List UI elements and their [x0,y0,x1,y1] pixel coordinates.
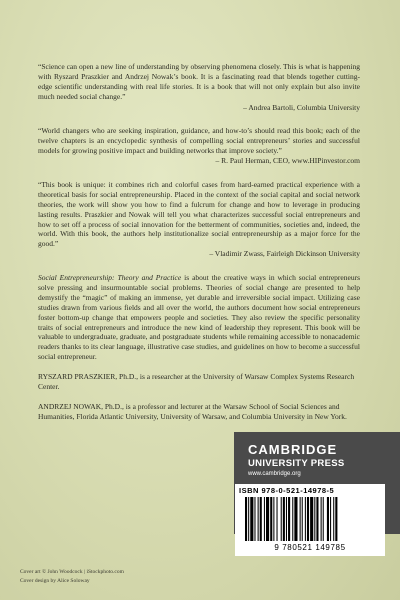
barcode-bar [333,497,334,541]
publisher-url: www.cambridge.org [248,471,301,477]
barcode-bar [264,497,265,541]
barcode-bar [294,497,297,541]
barcode-bar [260,497,262,541]
barcode-bar [330,497,331,541]
barcode-bar [305,497,306,541]
barcode-digits: 9 780521 149785 [274,543,346,552]
cover-design-credit: Cover design by Alice Soloway [20,578,90,585]
endorsement-3 [38,180,360,259]
barcode-bar [277,497,278,541]
barcode-bar [321,497,322,541]
endorsement-1 [38,62,360,112]
endorsement-quote: “Science can open a new line of understanding by observing phenomena closely. This is what is happening with Ryszard Praszkier and Andrzej Nowak’s book. It is a fascinating read that blends together cutting-edge scientific understanding with real life stories. It is a book that will not only explain but also invite much needed social change.” [38,62,360,101]
isbn-label: ISBN 978-0-521-14978-5 [239,486,335,495]
cover-art-credit: Cover art © John Woodcock | iStockphoto.com [20,569,124,575]
barcode-bar [250,497,253,541]
barcode-bar [286,497,287,541]
barcode-bar [307,497,309,541]
description-text: is about the creative ways in which social entrepreneurs solve pressing and insurmountable social problems. Theories of social change are presented to help demystify the “magic” of making an immense, yet durable and irreversible social impact. Utilizing case studies drawn from various fields and all over the world, the authors document how social entrepreneurs foster bottom-up change that empowers people and societies. They also review the specific personality traits of social entrepreneurs and introduce the new kind of leadership they represent. This book will be valuable to undergraduate, graduate, and postgraduate students while remaining accessible to nonacademic readers thanks to its clear language, illustrative case studies, and guidelines on how to become a successful social entrepreneur. [38,273,360,362]
barcode-bar [323,497,324,541]
cover-credits [20,568,124,587]
publisher-subname: UNIVERSITY PRESS [248,458,345,469]
author-bio-1: RYSZARD PRASZKIER, Ph.D., is a researcher at the University of Warsaw Complex Systems Research Center. [38,372,355,392]
barcode-bar [288,497,290,541]
barcode-bar [335,497,337,541]
barcode-icon [243,497,377,543]
barcode-bar [270,497,272,541]
barcode-bar [245,497,247,541]
author-bio-2: ANDRZEJ NOWAK, Ph.D., is a professor and lecturer at the Warsaw School of Social Sciences and Humanities, Florida Atlantic University, University of Warsaw, and Columbia University in New York. [38,401,347,421]
barcode-bar [310,497,313,541]
barcode-bar [300,497,301,541]
endorsement-2 [38,126,360,166]
endorsement-attribution: – Andrea Bartoli, Columbia University [243,102,360,112]
barcode-bar [281,497,282,541]
cover-text [38,62,360,432]
barcode-bar [302,497,303,541]
publisher-name: CAMBRIDGE [248,442,338,457]
barcode-bar [314,497,315,541]
endorsement-attribution: – Vladimir Zwass, Fairleigh Dickinson University [209,249,360,259]
endorsement-quote: “World changers who are seeking inspiration, guidance, and how-to’s should read this book; each of the twelve chapters is an encyclopedic synthesis of compelling social entrepreneurs’ stories and successful models for growing positive impact and building networks that improve society.” [38,126,360,156]
book-description [38,273,360,362]
barcode-bar [254,497,255,541]
barcode-bar [266,497,269,541]
barcode-bar [273,497,274,541]
book-title: Social Entrepreneurship: Theory and Practice [38,273,182,283]
barcode-bar [258,497,259,541]
barcode-bar [327,497,329,541]
isbn-barcode-block [235,484,385,556]
barcode-bar [316,497,318,541]
endorsement-quote: “This book is unique: it combines rich and colorful cases from hard-earned practical experience with a theoretical basis for social entrepreneurship. Placed in the context of the social capital and social network theories, the work will show you how to find a fulcrum for change and how to leverage in producing lasting results. Praszkier and Nowak will tell you what characterizes successful social entrepreneurs and how to set off a process of social innovation for the betterment of communities, societies and, indeed, the world. With this book, the authors help institutionalize social entrepreneurship as a major force for the good.” [38,180,360,249]
barcode-bar [292,497,293,541]
barcode-bar [248,497,249,541]
barcode-bar [283,497,285,541]
endorsement-attribution: – R. Paul Herman, CEO, www.HIPinvestor.com [215,156,360,166]
